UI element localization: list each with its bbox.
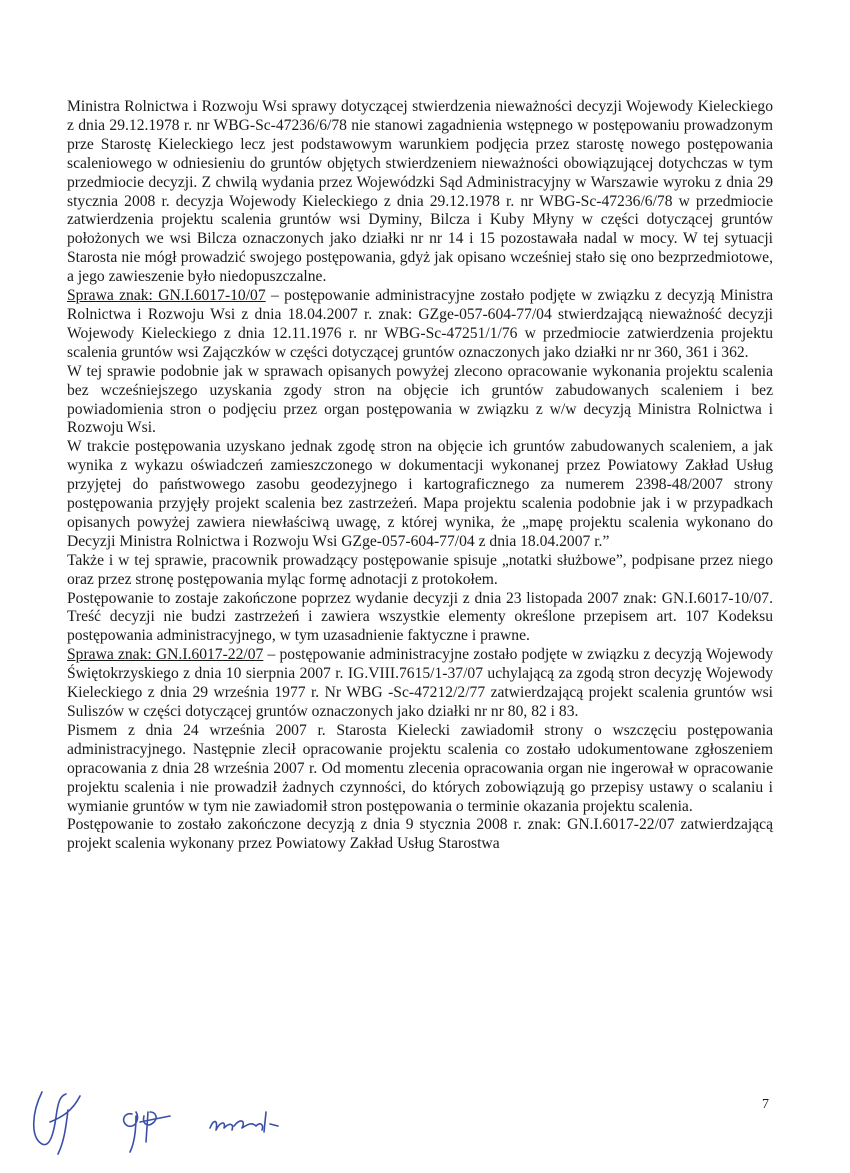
- paragraph-text: – postępowanie administracyjne zostało podjęte w związku z decyzją Wojewody Świętokrzyskiego z dnia 10 sierpnia 2007 r. IG.VIII.7615/1-37/07 uchylającą za zgodą stron decyzję Wojewody Kieleckiego z dnia 29 września 1977 r. Nr WBG -Sc-47212/2/77 zatwierdzającą projekt scalenia gruntów wsi Suliszów w części dotyczącej gruntów oznaczonych jako działki nr nr 80, 82 i 83.: [67, 646, 773, 720]
- paragraph: [67, 287, 773, 363]
- paragraph: Postępowanie to zostaje zakończone poprzez wydanie decyzji z dnia 23 listopada 2007 znak: GN.I.6017-10/07. Treść decyzji nie budzi zastrzeżeń i zawiera wszystkie elementy określone przepisem art. 107 Kodeksu postępowania administracyjnego, w tym uzasadnienie faktyczne i prawne.: [67, 589, 773, 645]
- paragraph-text: – postępowanie administracyjne zostało podjęte w związku z decyzją Ministra Rolnictwa i Rozwoju Wsi z dnia 18.04.2007 r. znak: GZge-057-604-77/04 stwierdzającą nieważność decyzji Wojewody Kieleckiego z dnia 12.11.1976 r. nr WBG-Sc-47251/1/76 w przedmiocie zatwierdzenia projektu scalenia gruntów wsi Zajączków w części dotyczącej gruntów oznaczonych jako działki nr nr 360, 361 i 362.: [67, 287, 773, 361]
- paragraph: Także i w tej sprawie, pracownik prowadzący postępowanie spisuje „notatki służbowe”, podpisane przez niego oraz przez stronę postępowania myląc formę adnotacji z protokołem.: [67, 551, 773, 588]
- signature-mark-1: [34, 1092, 80, 1154]
- paragraph: Pismem z dnia 24 września 2007 r. Starosta Kielecki zawiadomił strony o wszczęciu postępowania administracyjnego. Następnie zlecił opracowanie projektu scalenia co zostało udokumentowane zgłoszeniem opracowania z dnia 28 września 2007 r. Od momentu zlecenia opracowania organ nie ingerował w opracowanie projektu scalenia i nie prowadził żadnych czynności, do których zobowiązują go przepisy ustawy o scalaniu i wymianie gruntów w tym nie zawiadomił stron postępowania o terminie okazania projektu scalenia.: [67, 721, 773, 815]
- case-reference: Sprawa znak: GN.I.6017-10/07: [67, 287, 266, 305]
- case-reference: Sprawa znak: GN.I.6017-22/07: [67, 646, 264, 664]
- document-body: [67, 98, 773, 854]
- paragraph: Postępowanie to zostało zakończone decyzją z dnia 9 stycznia 2008 r. znak: GN.I.6017-22/07 zatwierdzającą projekt scalenia wykonany przez Powiatowy Zakład Usług Starostwa: [67, 816, 773, 853]
- paragraph: W trakcie postępowania uzyskano jednak zgodę stron na objęcie ich gruntów zabudowanych scaleniem, a jak wynika z wykazu oświadczeń zamieszczonego w dokumentacji wykonanej przez Powiatowy Zakład Usług przyjętej do państwowego zasobu geodezyjnego i kartograficznego za numerem 2398-48/2007 strony postępowania przyjęły projekt scalenia bez zastrzeżeń. Mapa projektu scalenia podobnie jak i w przypadkach opisanych powyżej zawiera niewłaściwą uwagę, z której wynika, że „mapę projektu scalenia wykonano do Decyzji Ministra Rolnictwa i Rozwoju Wsi GZge-057-604-77/04 z dnia 18.04.2007 r.”: [67, 438, 773, 550]
- paragraph: W tej sprawie podobnie jak w sprawach opisanych powyżej zlecono opracowanie wykonania projektu scalenia bez wcześniejszego uzyskania zgody stron na objęcie ich gruntów zabudowanych scaleniem i bez powiadomienia stron o podjęciu przez organ postępowania w związku z w/w decyzją Ministra Rolnictwa i Rozwoju Wsi.: [67, 362, 773, 437]
- page-number: 7: [762, 1097, 769, 1112]
- handwritten-initials: [20, 1082, 320, 1162]
- paragraph: Ministra Rolnictwa i Rozwoju Wsi sprawy dotyczącej stwierdzenia nieważności decyzji Wojewody Kieleckiego z dnia 29.12.1978 r. nr WBG-Sc-47236/6/78 nie stanowi zagadnienia wstępnego w postępowaniu prowadzonym prze Starostę Kieleckiego lecz jest podstawowym warunkiem podjęcia przez starostę nowego postępowania scaleniowego w odniesieniu do gruntów objętych stwierdzeniem nieważności obowiązującej dotychczas w tym przedmiocie decyzji. Z chwilą wydania przez Wojewódzki Sąd Administracyjny w Warszawie wyroku z dnia 29 stycznia 2008 r. decyzja Wojewody Kieleckiego z dnia 29.12.1978 r. nr WBG-Sc-47236/6/78 w przedmiocie zatwierdzenia projektu scalenia gruntów wsi Dyminy, Bilcza i Kuby Młyny w części dotyczącej gruntów położonych we wsi Bilcza oznaczonych jako działki nr nr 14 i 15 pozostawała nadal w mocy. W tej sytuacji Starosta nie mógł prowadzić swojego postępowania, gdyż jak opisano wcześniej stało się ono bezprzedmiotowe, a jego zawieszenie było niedopuszczalne.: [67, 98, 773, 286]
- signature-mark-2: [124, 1112, 170, 1152]
- signature-mark-3: [210, 1112, 278, 1132]
- paragraph: [67, 646, 773, 722]
